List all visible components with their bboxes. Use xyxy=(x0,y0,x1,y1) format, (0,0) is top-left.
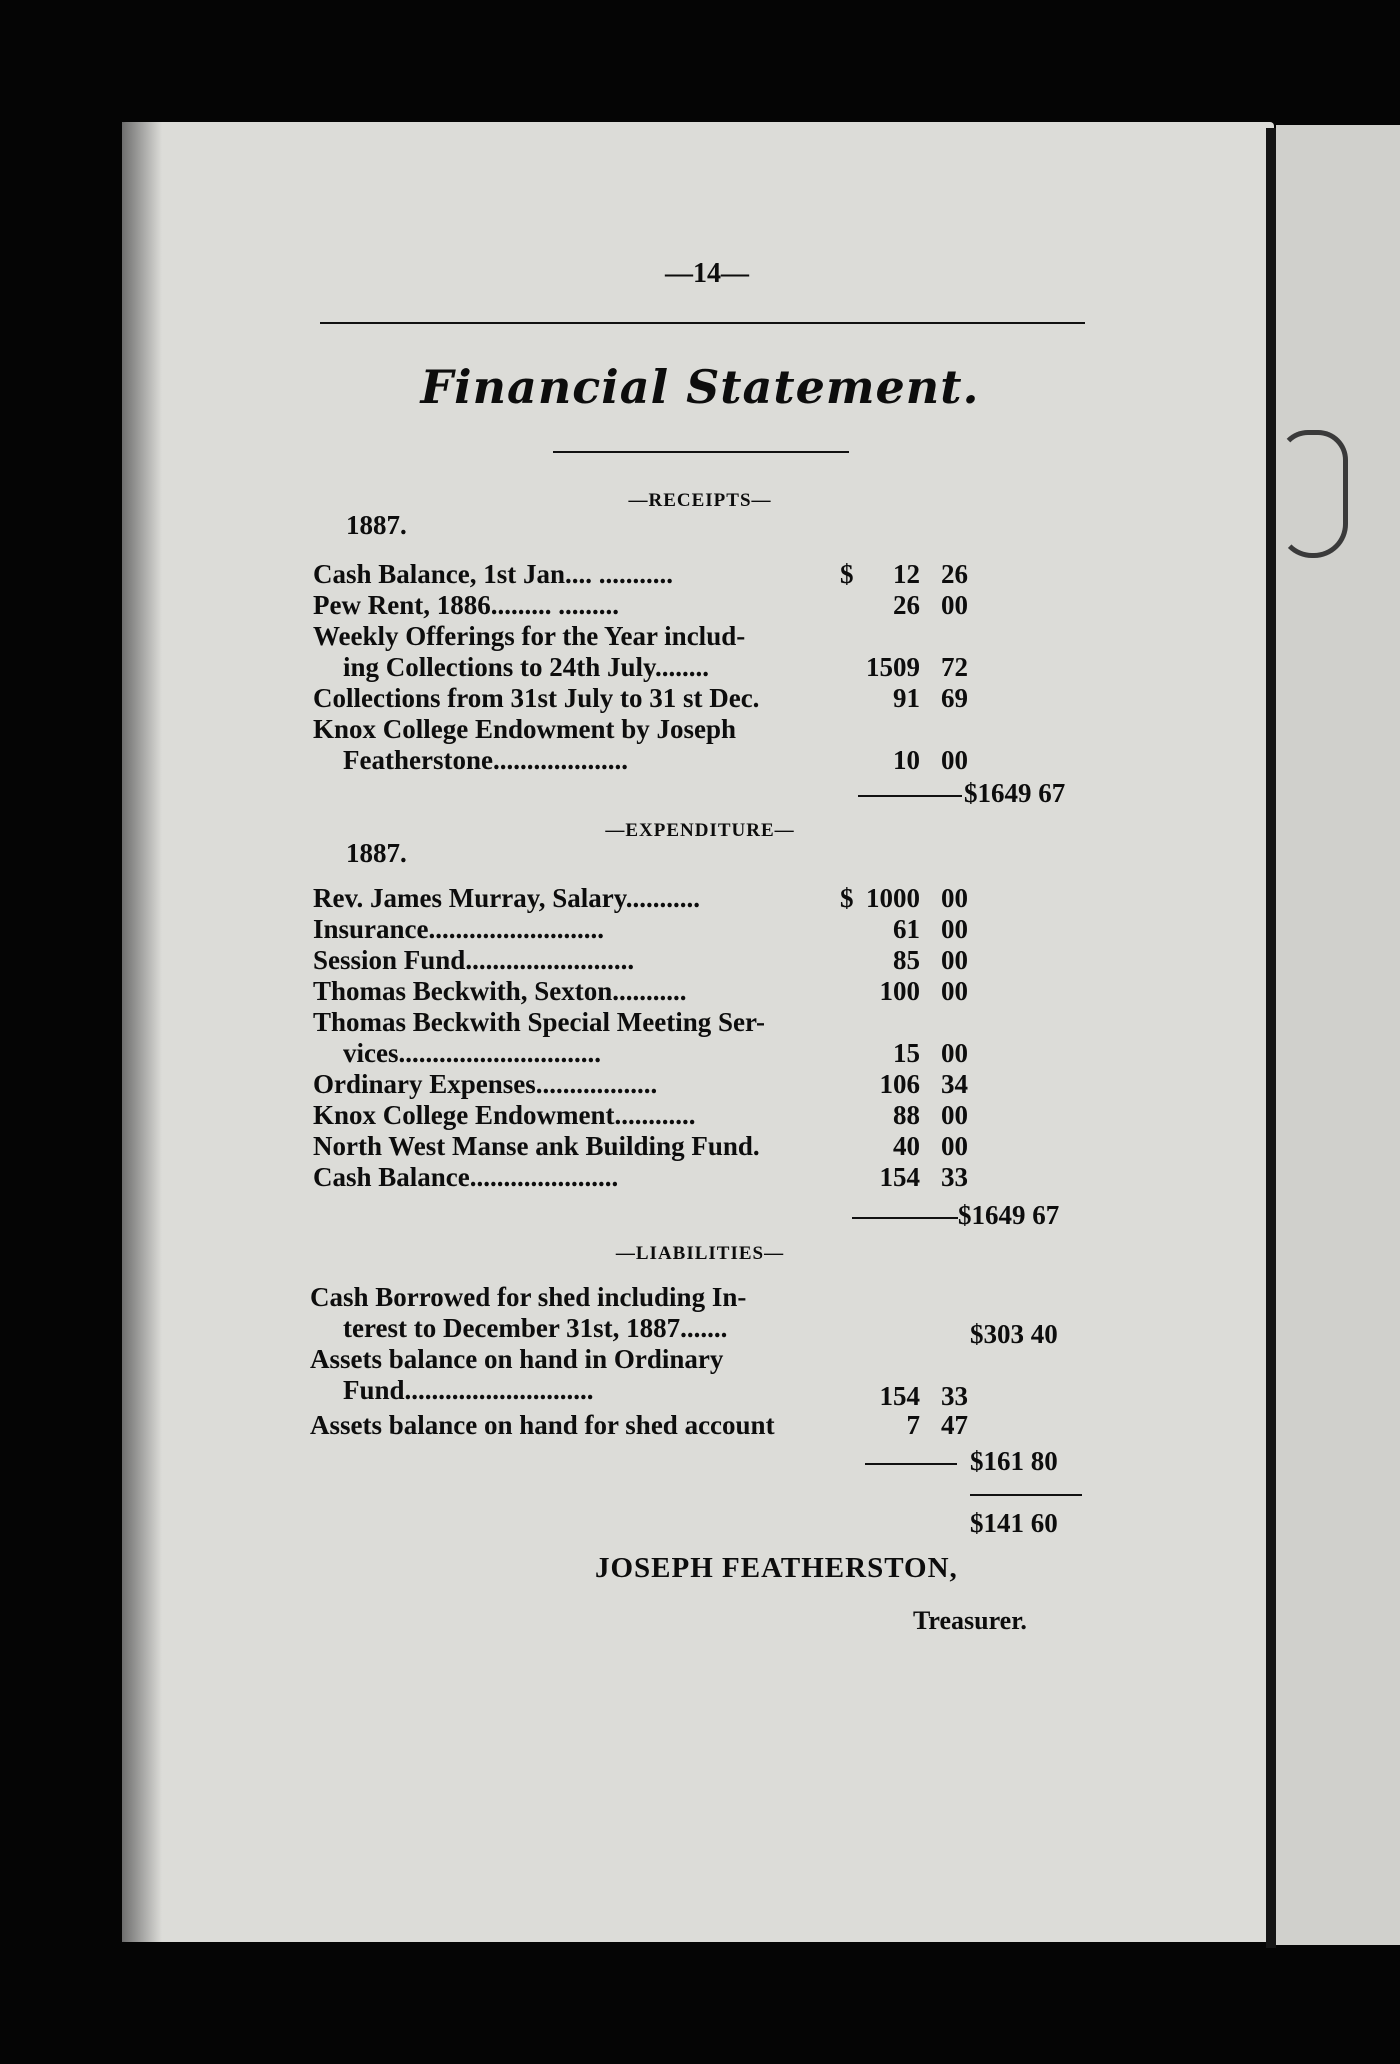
expenditure-dollars: 154 xyxy=(879,1162,920,1192)
receipts-year: 1887. xyxy=(346,510,407,540)
expenditure-line: Thomas Beckwith, Sexton........... xyxy=(313,976,687,1006)
expenditure-cents: 00 xyxy=(941,945,968,975)
expenditure-dollars: 1000 xyxy=(866,883,920,913)
expenditure-dollars: 85 xyxy=(893,945,920,975)
expenditure-line: Cash Balance...................... xyxy=(313,1162,619,1192)
expenditure-dollars: 88 xyxy=(893,1100,920,1130)
receipts-total-rule xyxy=(858,795,962,797)
header-rule xyxy=(320,322,1085,324)
liabilities-heading: —LIABILITIES— xyxy=(615,1243,785,1264)
dollar-sign: $ xyxy=(840,559,854,589)
title-rule xyxy=(553,451,849,453)
expenditure-cents: 00 xyxy=(941,976,968,1006)
receipt-cents: 72 xyxy=(941,652,968,682)
liabilities-net: $141 60 xyxy=(970,1508,1058,1538)
expenditure-line: Thomas Beckwith Special Meeting Ser- xyxy=(313,1007,765,1037)
net-rule xyxy=(970,1494,1082,1496)
receipt-dollars: 1509 xyxy=(866,652,920,682)
expenditure-cents: 00 xyxy=(941,1038,968,1068)
expenditure-cents: 00 xyxy=(941,914,968,944)
expenditure-year: 1887. xyxy=(346,838,407,868)
expenditure-line: Rev. James Murray, Salary........... xyxy=(313,883,700,913)
receipt-cents: 26 xyxy=(941,559,968,589)
receipt-line: Weekly Offerings for the Year includ- xyxy=(313,621,746,651)
document-title: Financial Statement. xyxy=(420,360,980,414)
liabilities-subtotal-rule xyxy=(865,1463,957,1465)
receipt-cents: 00 xyxy=(941,590,968,620)
liability-cents: 47 xyxy=(941,1410,968,1440)
expenditure-line: vices.............................. xyxy=(343,1038,601,1068)
liability-line: Assets balance on hand for shed account xyxy=(310,1410,775,1440)
expenditure-line: Session Fund......................... xyxy=(313,945,635,975)
expenditure-dollars: 15 xyxy=(893,1038,920,1068)
treasurer-title: Treasurer. xyxy=(913,1606,1027,1635)
expenditure-total-rule xyxy=(852,1217,958,1219)
expenditure-cents: 34 xyxy=(941,1069,968,1099)
expenditure-cents: 00 xyxy=(941,883,968,913)
liability-line: terest to December 31st, 1887....... xyxy=(343,1313,728,1343)
receipt-line: ing Collections to 24th July........ xyxy=(343,652,710,682)
expenditure-heading: —EXPENDITURE— xyxy=(605,820,795,841)
expenditure-dollars: 100 xyxy=(879,976,920,1006)
receipt-dollars: 26 xyxy=(893,590,920,620)
expenditure-dollars: 106 xyxy=(879,1069,920,1099)
receipt-cents: 00 xyxy=(941,745,968,775)
liability-line: Fund............................ xyxy=(343,1375,594,1405)
dollar-sign: $ xyxy=(840,883,854,913)
page-number: —14— xyxy=(665,258,749,289)
liability-dollars: 7 xyxy=(906,1410,920,1440)
expenditure-cents: 00 xyxy=(941,1131,968,1161)
liabilities-subtotal: $161 80 xyxy=(970,1446,1058,1476)
receipts-total: $1649 67 xyxy=(964,778,1066,808)
receipt-line: Pew Rent, 1886......... ......... xyxy=(313,590,619,620)
expenditure-dollars: 61 xyxy=(893,914,920,944)
receipt-dollars: 91 xyxy=(893,683,920,713)
receipt-dollars: 12 xyxy=(893,559,920,589)
expenditure-dollars: 40 xyxy=(893,1131,920,1161)
expenditure-total: $1649 67 xyxy=(958,1200,1060,1230)
expenditure-cents: 33 xyxy=(941,1162,968,1192)
receipts-heading: —RECEIPTS— xyxy=(628,490,772,511)
receipt-line: Knox College Endowment by Joseph xyxy=(313,714,737,744)
receipt-line: Cash Balance, 1st Jan.... ........... xyxy=(313,559,674,589)
receipt-dollars: 10 xyxy=(893,745,920,775)
liability-line: Cash Borrowed for shed including In- xyxy=(310,1282,747,1312)
liability-cents: 33 xyxy=(941,1381,968,1411)
receipt-cents: 69 xyxy=(941,683,968,713)
liability-line: Assets balance on hand in Ordinary xyxy=(310,1344,724,1374)
receipt-line: Featherstone.................... xyxy=(343,745,628,775)
treasurer-signature: JOSEPH FEATHERSTON, xyxy=(595,1552,958,1584)
expenditure-line: North West Manse ank Building Fund. xyxy=(313,1131,760,1161)
expenditure-line: Knox College Endowment............ xyxy=(313,1100,696,1130)
liability-amount: $303 40 xyxy=(970,1319,1058,1349)
liability-dollars: 154 xyxy=(879,1381,920,1411)
expenditure-line: Ordinary Expenses.................. xyxy=(313,1069,658,1099)
expenditure-cents: 00 xyxy=(941,1100,968,1130)
expenditure-line: Insurance.......................... xyxy=(313,914,605,944)
receipt-line: Collections from 31st July to 31 st Dec. xyxy=(313,683,760,713)
